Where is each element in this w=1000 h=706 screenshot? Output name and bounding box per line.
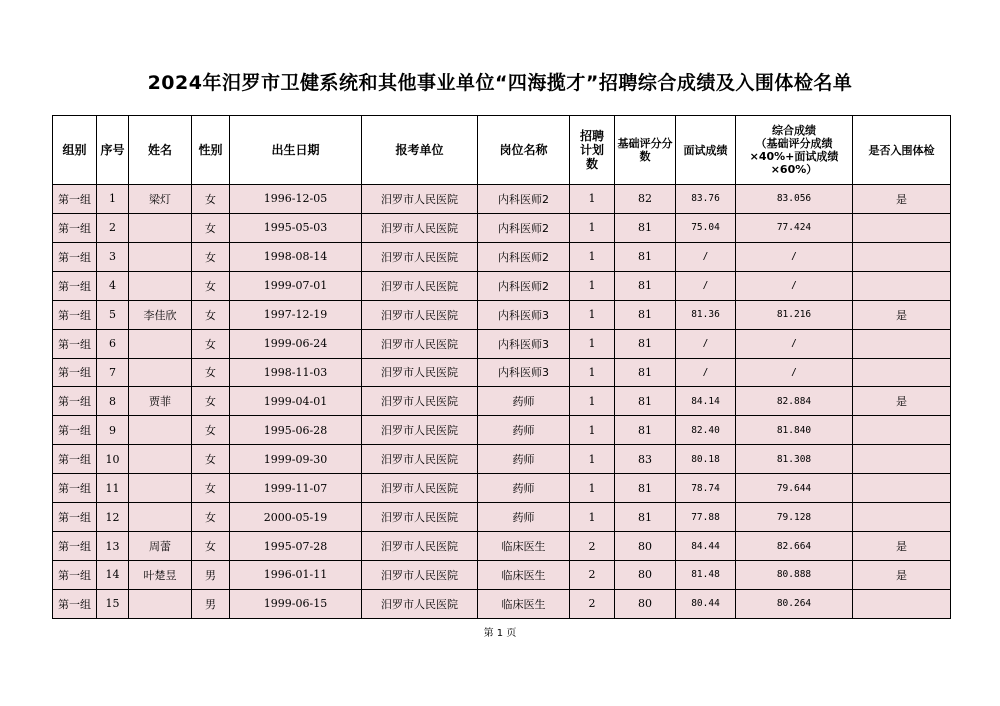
cell-birth: 1997-12-19 [230,300,362,329]
cell-total: 81.216 [736,300,853,329]
cell-seq: 9 [97,416,129,445]
cell-birth: 1995-05-03 [230,213,362,242]
cell-total: 80.264 [736,589,853,618]
cell-seq: 6 [97,329,129,358]
results-table [52,115,951,619]
header-pass: 是否入围体检 [853,116,951,185]
cell-post: 内科医师3 [478,300,570,329]
table-row [53,271,951,300]
cell-seq: 10 [97,445,129,474]
cell-interview: 82.40 [676,416,736,445]
cell-seq: 15 [97,589,129,618]
table-row [53,387,951,416]
cell-interview: / [676,271,736,300]
cell-total: 79.128 [736,503,853,532]
header-name: 姓名 [129,116,192,185]
cell-total: 81.308 [736,445,853,474]
cell-gender: 女 [192,358,230,387]
cell-name: 贾菲 [129,387,192,416]
cell-name [129,416,192,445]
cell-interview: 84.44 [676,532,736,561]
cell-seq: 7 [97,358,129,387]
cell-interview: 75.04 [676,213,736,242]
header-total-title: 综合成绩 [772,124,816,137]
cell-birth: 1999-04-01 [230,387,362,416]
cell-pass: 是 [853,185,951,214]
cell-gender: 女 [192,445,230,474]
cell-name [129,358,192,387]
cell-total: / [736,271,853,300]
cell-base: 81 [615,503,676,532]
table-header-row [53,116,951,185]
cell-unit: 汨罗市人民医院 [362,589,478,618]
cell-pass [853,416,951,445]
cell-pass: 是 [853,560,951,589]
cell-seq: 13 [97,532,129,561]
cell-plan: 1 [570,358,615,387]
cell-birth: 1999-11-07 [230,474,362,503]
cell-interview: 77.88 [676,503,736,532]
table-row [53,560,951,589]
cell-unit: 汨罗市人民医院 [362,329,478,358]
cell-post: 药师 [478,445,570,474]
cell-plan: 1 [570,503,615,532]
cell-birth: 2000-05-19 [230,503,362,532]
cell-group: 第一组 [53,589,97,618]
cell-interview: 80.44 [676,589,736,618]
cell-total: 83.056 [736,185,853,214]
cell-post: 临床医生 [478,589,570,618]
cell-post: 内科医师2 [478,185,570,214]
cell-interview: 81.48 [676,560,736,589]
cell-group: 第一组 [53,560,97,589]
cell-unit: 汨罗市人民医院 [362,560,478,589]
header-seq: 序号 [97,116,129,185]
cell-unit: 汨罗市人民医院 [362,300,478,329]
cell-plan: 1 [570,300,615,329]
cell-gender: 女 [192,213,230,242]
cell-interview: 81.36 [676,300,736,329]
cell-name [129,445,192,474]
cell-post: 药师 [478,416,570,445]
table-row [53,474,951,503]
cell-plan: 2 [570,532,615,561]
cell-unit: 汨罗市人民医院 [362,445,478,474]
table-row [53,445,951,474]
cell-gender: 女 [192,532,230,561]
cell-plan: 1 [570,185,615,214]
header-birth: 出生日期 [230,116,362,185]
cell-gender: 女 [192,416,230,445]
cell-plan: 1 [570,213,615,242]
cell-unit: 汨罗市人民医院 [362,213,478,242]
cell-base: 81 [615,416,676,445]
cell-post: 药师 [478,387,570,416]
cell-birth: 1995-06-28 [230,416,362,445]
cell-base: 81 [615,387,676,416]
cell-interview: / [676,242,736,271]
cell-gender: 女 [192,329,230,358]
cell-name [129,589,192,618]
cell-post: 内科医师2 [478,242,570,271]
page-title: 2024年汨罗市卫健系统和其他事业单位“四海揽才”招聘综合成绩及入围体检名单 [147,72,853,94]
cell-name [129,474,192,503]
cell-name [129,329,192,358]
cell-group: 第一组 [53,387,97,416]
cell-group: 第一组 [53,416,97,445]
cell-unit: 汨罗市人民医院 [362,242,478,271]
cell-birth: 1999-06-24 [230,329,362,358]
cell-base: 80 [615,532,676,561]
cell-gender: 女 [192,474,230,503]
cell-birth: 1999-07-01 [230,271,362,300]
cell-base: 81 [615,474,676,503]
cell-unit: 汨罗市人民医院 [362,185,478,214]
cell-name [129,503,192,532]
cell-pass: 是 [853,387,951,416]
cell-pass [853,589,951,618]
cell-plan: 1 [570,329,615,358]
cell-unit: 汨罗市人民医院 [362,474,478,503]
cell-total: 79.644 [736,474,853,503]
cell-plan: 2 [570,589,615,618]
cell-total: 80.888 [736,560,853,589]
cell-group: 第一组 [53,532,97,561]
table-row [53,358,951,387]
cell-post: 内科医师3 [478,358,570,387]
table-row [53,416,951,445]
header-total [736,116,853,185]
cell-gender: 女 [192,387,230,416]
cell-pass [853,474,951,503]
header-unit: 报考单位 [362,116,478,185]
cell-unit: 汨罗市人民医院 [362,358,478,387]
header-plan: 招聘计划数 [570,116,615,185]
cell-group: 第一组 [53,445,97,474]
header-group: 组别 [53,116,97,185]
cell-plan: 1 [570,474,615,503]
cell-unit: 汨罗市人民医院 [362,416,478,445]
cell-unit: 汨罗市人民医院 [362,387,478,416]
cell-base: 81 [615,271,676,300]
cell-post: 临床医生 [478,560,570,589]
cell-interview: 84.14 [676,387,736,416]
cell-name [129,242,192,271]
cell-birth: 1996-12-05 [230,185,362,214]
cell-birth: 1999-09-30 [230,445,362,474]
cell-total: 77.424 [736,213,853,242]
cell-total: / [736,242,853,271]
cell-seq: 14 [97,560,129,589]
cell-gender: 男 [192,560,230,589]
cell-seq: 8 [97,387,129,416]
cell-pass: 是 [853,532,951,561]
cell-birth: 1998-08-14 [230,242,362,271]
cell-interview: 78.74 [676,474,736,503]
cell-base: 81 [615,213,676,242]
cell-gender: 女 [192,300,230,329]
cell-group: 第一组 [53,213,97,242]
cell-birth: 1999-06-15 [230,589,362,618]
cell-base: 82 [615,185,676,214]
cell-seq: 4 [97,271,129,300]
cell-post: 临床医生 [478,532,570,561]
cell-birth: 1996-01-11 [230,560,362,589]
table-row [53,589,951,618]
cell-base: 80 [615,560,676,589]
cell-interview: 83.76 [676,185,736,214]
cell-base: 83 [615,445,676,474]
table-row [53,532,951,561]
cell-plan: 1 [570,387,615,416]
header-base: 基础评分分数 [615,116,676,185]
cell-post: 内科医师3 [478,329,570,358]
cell-pass [853,358,951,387]
cell-group: 第一组 [53,185,97,214]
cell-total: 82.884 [736,387,853,416]
cell-name [129,271,192,300]
table-row [53,213,951,242]
cell-gender: 男 [192,589,230,618]
header-total-formula: （基础评分成绩×40%+面试成绩×60%） [749,137,839,176]
cell-base: 81 [615,329,676,358]
cell-pass [853,329,951,358]
cell-total: / [736,358,853,387]
cell-name [129,213,192,242]
cell-post: 内科医师2 [478,213,570,242]
page-number: 第 1 页 [483,628,517,639]
cell-pass [853,503,951,532]
cell-gender: 女 [192,271,230,300]
cell-group: 第一组 [53,474,97,503]
cell-unit: 汨罗市人民医院 [362,532,478,561]
cell-pass [853,242,951,271]
table-row [53,242,951,271]
cell-plan: 1 [570,242,615,271]
cell-pass [853,271,951,300]
cell-seq: 2 [97,213,129,242]
cell-base: 80 [615,589,676,618]
cell-plan: 1 [570,416,615,445]
cell-name: 梁灯 [129,185,192,214]
cell-interview: / [676,329,736,358]
cell-base: 81 [615,242,676,271]
cell-group: 第一组 [53,271,97,300]
cell-post: 药师 [478,474,570,503]
cell-plan: 1 [570,445,615,474]
cell-group: 第一组 [53,358,97,387]
cell-plan: 1 [570,271,615,300]
cell-pass [853,213,951,242]
header-post: 岗位名称 [478,116,570,185]
cell-seq: 11 [97,474,129,503]
header-interview: 面试成绩 [676,116,736,185]
cell-birth: 1998-11-03 [230,358,362,387]
cell-base: 81 [615,358,676,387]
cell-pass [853,445,951,474]
cell-gender: 女 [192,503,230,532]
cell-plan: 2 [570,560,615,589]
cell-group: 第一组 [53,329,97,358]
table-row [53,503,951,532]
header-gender: 性别 [192,116,230,185]
table-row [53,300,951,329]
cell-total: 81.840 [736,416,853,445]
cell-group: 第一组 [53,300,97,329]
cell-birth: 1995-07-28 [230,532,362,561]
cell-unit: 汨罗市人民医院 [362,503,478,532]
table-row [53,185,951,214]
cell-seq: 3 [97,242,129,271]
cell-group: 第一组 [53,503,97,532]
cell-gender: 女 [192,242,230,271]
cell-base: 81 [615,300,676,329]
table-body [53,185,951,619]
cell-name: 李佳欣 [129,300,192,329]
table-row [53,329,951,358]
cell-seq: 5 [97,300,129,329]
cell-name: 叶楚昱 [129,560,192,589]
cell-pass: 是 [853,300,951,329]
cell-name: 周蕾 [129,532,192,561]
cell-interview: 80.18 [676,445,736,474]
cell-group: 第一组 [53,242,97,271]
cell-unit: 汨罗市人民医院 [362,271,478,300]
cell-seq: 1 [97,185,129,214]
cell-interview: / [676,358,736,387]
cell-post: 药师 [478,503,570,532]
cell-seq: 12 [97,503,129,532]
cell-post: 内科医师2 [478,271,570,300]
cell-gender: 女 [192,185,230,214]
cell-total: / [736,329,853,358]
cell-total: 82.664 [736,532,853,561]
